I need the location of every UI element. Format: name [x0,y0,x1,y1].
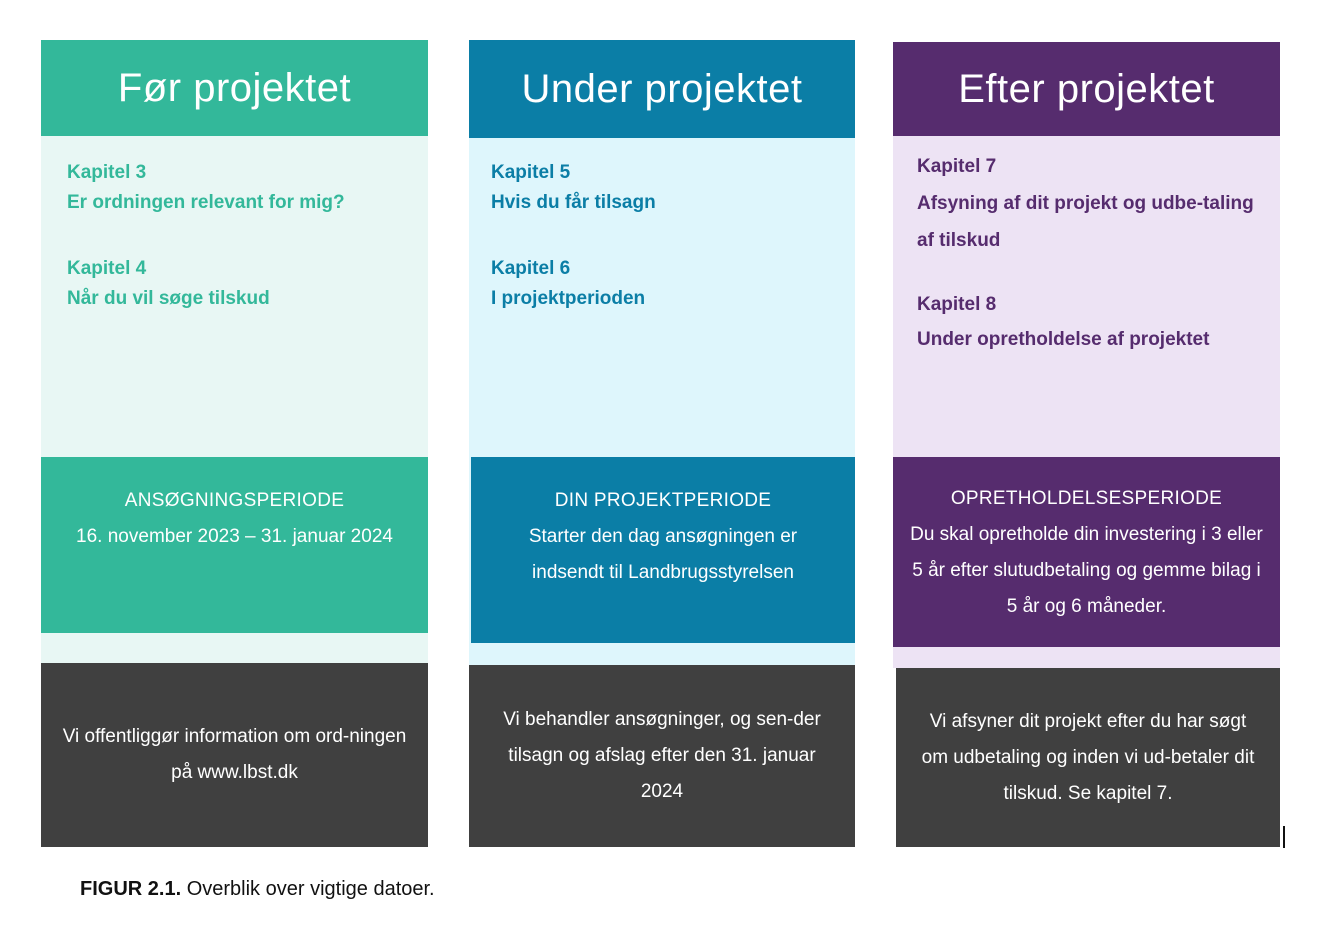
col3-note [896,668,1280,847]
col1-chapter-1 [67,158,402,218]
period-text: 16. november 2023 – 31. januar 2024 [76,526,393,547]
col2-chapter-2 [491,254,829,314]
col2-header [469,40,855,138]
chapter-title: Under opretholdelse af projektet [917,329,1210,350]
col1-title: Før projektet [117,65,352,110]
col3-chapter-2 [917,287,1268,357]
divider-mark [1283,826,1285,848]
col1-period [41,457,428,633]
chapter-label: Kapitel 8 [917,294,997,315]
note-text: Vi behandler ansøgninger, og sen-der tilsagn og afslag efter den 31. januar 2024 [503,709,821,802]
chapter-label: Kapitel 4 [67,258,147,279]
period-title: DIN PROJEKTPERIODE [554,490,772,511]
chapter-title: Er ordningen relevant for mig? [67,192,345,213]
period-title: OPRETHOLDELSESPERIODE [950,488,1223,509]
note-text: Vi offentliggør information om ord-ningen på www.lbst.dk [62,726,407,783]
col2-period [471,457,855,643]
col2-chapters [469,138,855,456]
col3-chapters [893,136,1280,456]
period-text: Du skal opretholde din investering i 3 eller 5 år efter slutudbetaling og gemme bilag i 5 år og 6 måneder. [910,524,1263,617]
chapter-label: Kapitel 5 [491,162,571,183]
chapter-title: Hvis du får tilsagn [491,192,656,213]
chapter-title: Når du vil søge tilskud [67,288,270,309]
chapter-label: Kapitel 7 [917,156,997,177]
col3-header [893,42,1280,136]
chapter-label: Kapitel 6 [491,258,571,279]
note-text: Vi afsyner dit projekt efter du har søgt om udbetaling og inden vi ud-betaler dit tilskud. Se kapitel 7. [921,710,1255,804]
chapter-title: I projektperioden [491,288,646,309]
col1-chapter-2 [67,254,402,314]
col3-title: Efter projektet [958,66,1215,111]
col1-chapters [41,136,428,456]
col2-note [469,665,855,847]
chapter-label: Kapitel 3 [67,162,147,183]
col1-note [41,663,428,847]
col3-chapter-1 [917,148,1268,259]
period-text: Starter den dag ansøgningen er indsendt til Landbrugsstyrelsen [528,526,798,583]
caption-label: FIGUR 2.1. [80,878,182,900]
col1-header [41,40,428,136]
col3-period [893,457,1280,647]
figure-caption [80,878,435,901]
chapter-title: Afsyning af dit projekt og udbe-taling af tilskud [917,193,1254,251]
col2-chapter-1 [491,158,829,218]
period-title: ANSØGNINGSPERIODE [124,490,345,511]
col2-title: Under projektet [521,66,803,111]
caption-text: Overblik over vigtige datoer. [186,878,435,900]
